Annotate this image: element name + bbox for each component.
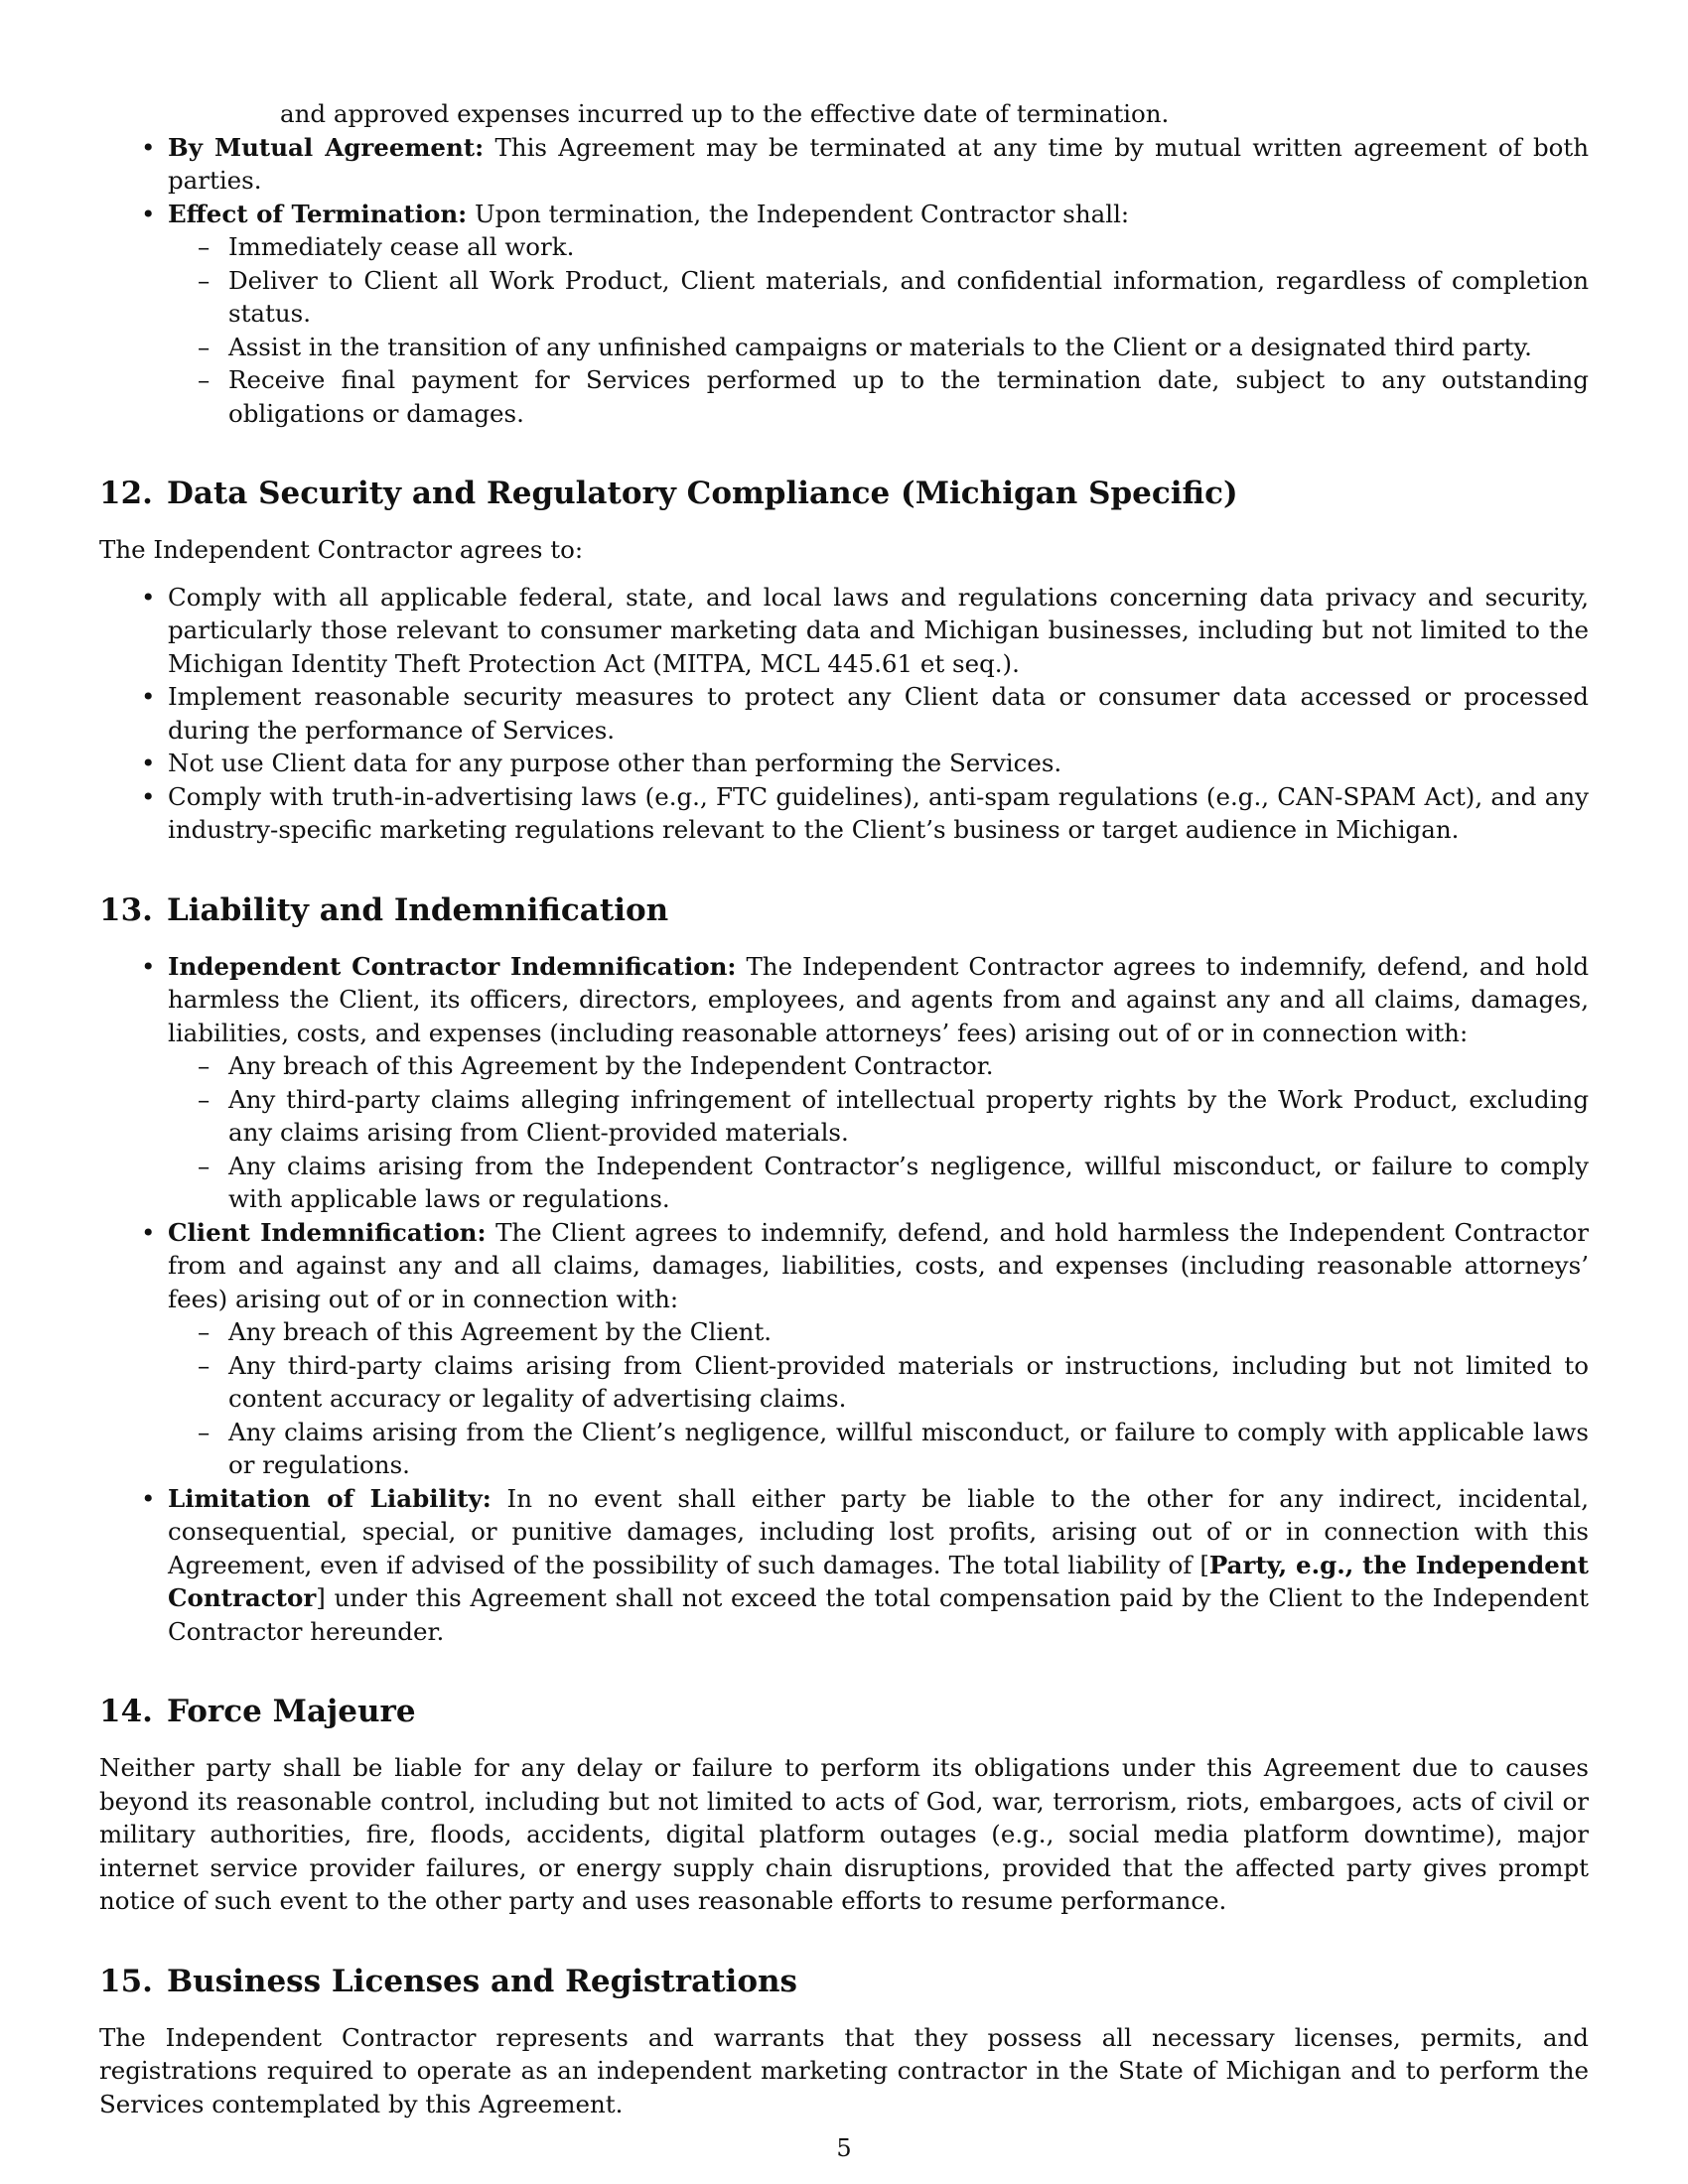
sub-list-item: – Any third-party claims arising from Client-provided materials or instructions, including but not limited to content accuracy or legality of advertising claims. xyxy=(168,1349,1589,1416)
term-label: Effect of Termination: xyxy=(168,199,468,228)
section-title: Business Licenses and Registrations xyxy=(166,1963,797,1999)
section-heading-14 xyxy=(99,1692,1589,1731)
section-number: 12. xyxy=(99,476,153,511)
sub-list-item: – Receive final payment for Services performed up to the termination date, subject to any outstanding obligations or damages. xyxy=(168,363,1589,430)
section-12-list xyxy=(99,581,1589,847)
term-text: ] under this Agreement shall not exceed the total compensation paid by the Client to the Independent Contractor hereunder. xyxy=(168,1583,1589,1646)
sub-list-item: – Any third-party claims alleging infringement of intellectual property rights by the Work Product, excluding any claims arising from Client-provided materials. xyxy=(168,1083,1589,1150)
term-text: The Client agrees to indemnify, defend, and hold harmless the Independent Contractor from and against any and all claims, damages, liabilities, costs, and expenses (including reasonable attorneys’ fees) arising out of or in connection with: xyxy=(168,1217,1589,1313)
section-heading-12 xyxy=(99,474,1589,513)
sub-list xyxy=(168,1315,1589,1482)
sub-list xyxy=(168,1049,1589,1216)
list-item: • Not use Client data for any purpose other than performing the Services. xyxy=(99,747,1589,780)
section-heading-13 xyxy=(99,890,1589,930)
section-heading-15 xyxy=(99,1962,1589,2001)
list-item-mutual-agreement xyxy=(99,131,1589,198)
term-text: The Independent Contractor agrees to indemnify, defend, and hold harmless the Client, its officers, directors, employees, and agents from and against any and all claims, damages, liabilities, costs, and expenses (including reasonable attorneys’ fees) arising out of or in connection with: xyxy=(168,951,1589,1047)
section-body: The Independent Contractor represents and warrants that they possess all necessary licenses, permits, and registrations required to operate as an independent marketing contractor in the State of Michigan and to perform the Services contemplated by this Agreement. xyxy=(99,2022,1589,2118)
list-item-contractor-indemnification xyxy=(99,950,1589,1216)
continuation-text: and approved expenses incurred up to the effective date of termination. xyxy=(280,99,1170,128)
term-label: Limitation of Liability: xyxy=(168,1483,492,1513)
sub-list-item: – Any breach of this Agreement by the Client. xyxy=(168,1315,1589,1349)
section-13-list xyxy=(99,950,1589,1649)
placeholder-party: Party, e.g., the Independent Contractor xyxy=(168,1550,1589,1612)
page-number: 5 xyxy=(836,2134,852,2162)
list-item-client-indemnification xyxy=(99,1216,1589,1482)
list-item-effect-of-termination xyxy=(99,198,1589,431)
sub-list-item: – Deliver to Client all Work Product, Client materials, and confidential information, regardless of completion status. xyxy=(168,264,1589,331)
section-intro: The Independent Contractor agrees to: xyxy=(99,535,584,564)
sub-list-item: – Any claims arising from the Independent Contractor’s negligence, willful misconduct, or failure to comply with applicable laws or regulations. xyxy=(168,1150,1589,1216)
sub-list xyxy=(168,230,1589,430)
section-title: Force Majeure xyxy=(166,1694,416,1729)
list-item: • Implement reasonable security measures to protect any Client data or consumer data accessed or processed during the performance of Services. xyxy=(99,680,1589,747)
section-body: Neither party shall be liable for any delay or failure to perform its obligations under this Agreement due to causes beyond its reasonable control, including but not limited to acts of God, war, terrorism, riots, embargoes, acts of civil or military authorities, fire, floods, accidents, digital platform outages (e.g., social media platform downtime), major internet service provider failures, or energy supply chain disruptions, provided that the affected party gives prompt notice of such event to the other party and uses reasonable efforts to resume performance. xyxy=(99,1753,1589,1915)
term-text: Upon termination, the Independent Contractor shall: xyxy=(475,199,1130,228)
term-label: Independent Contractor Indemnification: xyxy=(168,951,737,981)
sub-list-item: – Immediately cease all work. xyxy=(168,230,1589,264)
section-title: Data Security and Regulatory Compliance (Michigan Specific) xyxy=(166,476,1238,511)
list-item-limitation-of-liability xyxy=(99,1482,1589,1649)
term-text: In no event shall either party be liable to the other for any indirect, incidental, consequential, special, or punitive damages, including lost profits, arising out of or in connection with this Agreement, even if advised of the possibility of such damages. The total liability of [ xyxy=(168,1483,1590,1579)
sub-list-item: – Assist in the transition of any unfinished campaigns or materials to the Client or a designated third party. xyxy=(168,331,1589,364)
term-label: Client Indemnification: xyxy=(168,1217,487,1247)
section-number: 14. xyxy=(99,1694,153,1729)
termination-list xyxy=(99,131,1589,431)
list-item: • Comply with all applicable federal, state, and local laws and regulations concerning data privacy and security, particularly those relevant to consumer marketing data and Michigan businesses, including but not limited to the Michigan Identity Theft Protection Act (MITPA, MCL 445.61 et seq.). xyxy=(99,581,1589,681)
term-text: This Agreement may be terminated at any time by mutual written agreement of both parties. xyxy=(168,132,1590,195)
section-number: 13. xyxy=(99,891,153,928)
sub-list-item: – Any breach of this Agreement by the Independent Contractor. xyxy=(168,1049,1589,1083)
list-item: • Comply with truth-in-advertising laws (e.g., FTC guidelines), anti-spam regulations (e.g., CAN-SPAM Act), and any industry-specific marketing regulations relevant to the Client’s business or target audience in Michigan. xyxy=(99,780,1589,847)
section-number: 15. xyxy=(99,1963,153,1999)
sub-list-item: – Any claims arising from the Client’s negligence, willful misconduct, or failure to comply with applicable laws or regulations. xyxy=(168,1416,1589,1482)
document-page xyxy=(99,97,1589,2120)
section-title: Liability and Indemnification xyxy=(166,891,669,928)
term-label: By Mutual Agreement: xyxy=(168,132,485,162)
